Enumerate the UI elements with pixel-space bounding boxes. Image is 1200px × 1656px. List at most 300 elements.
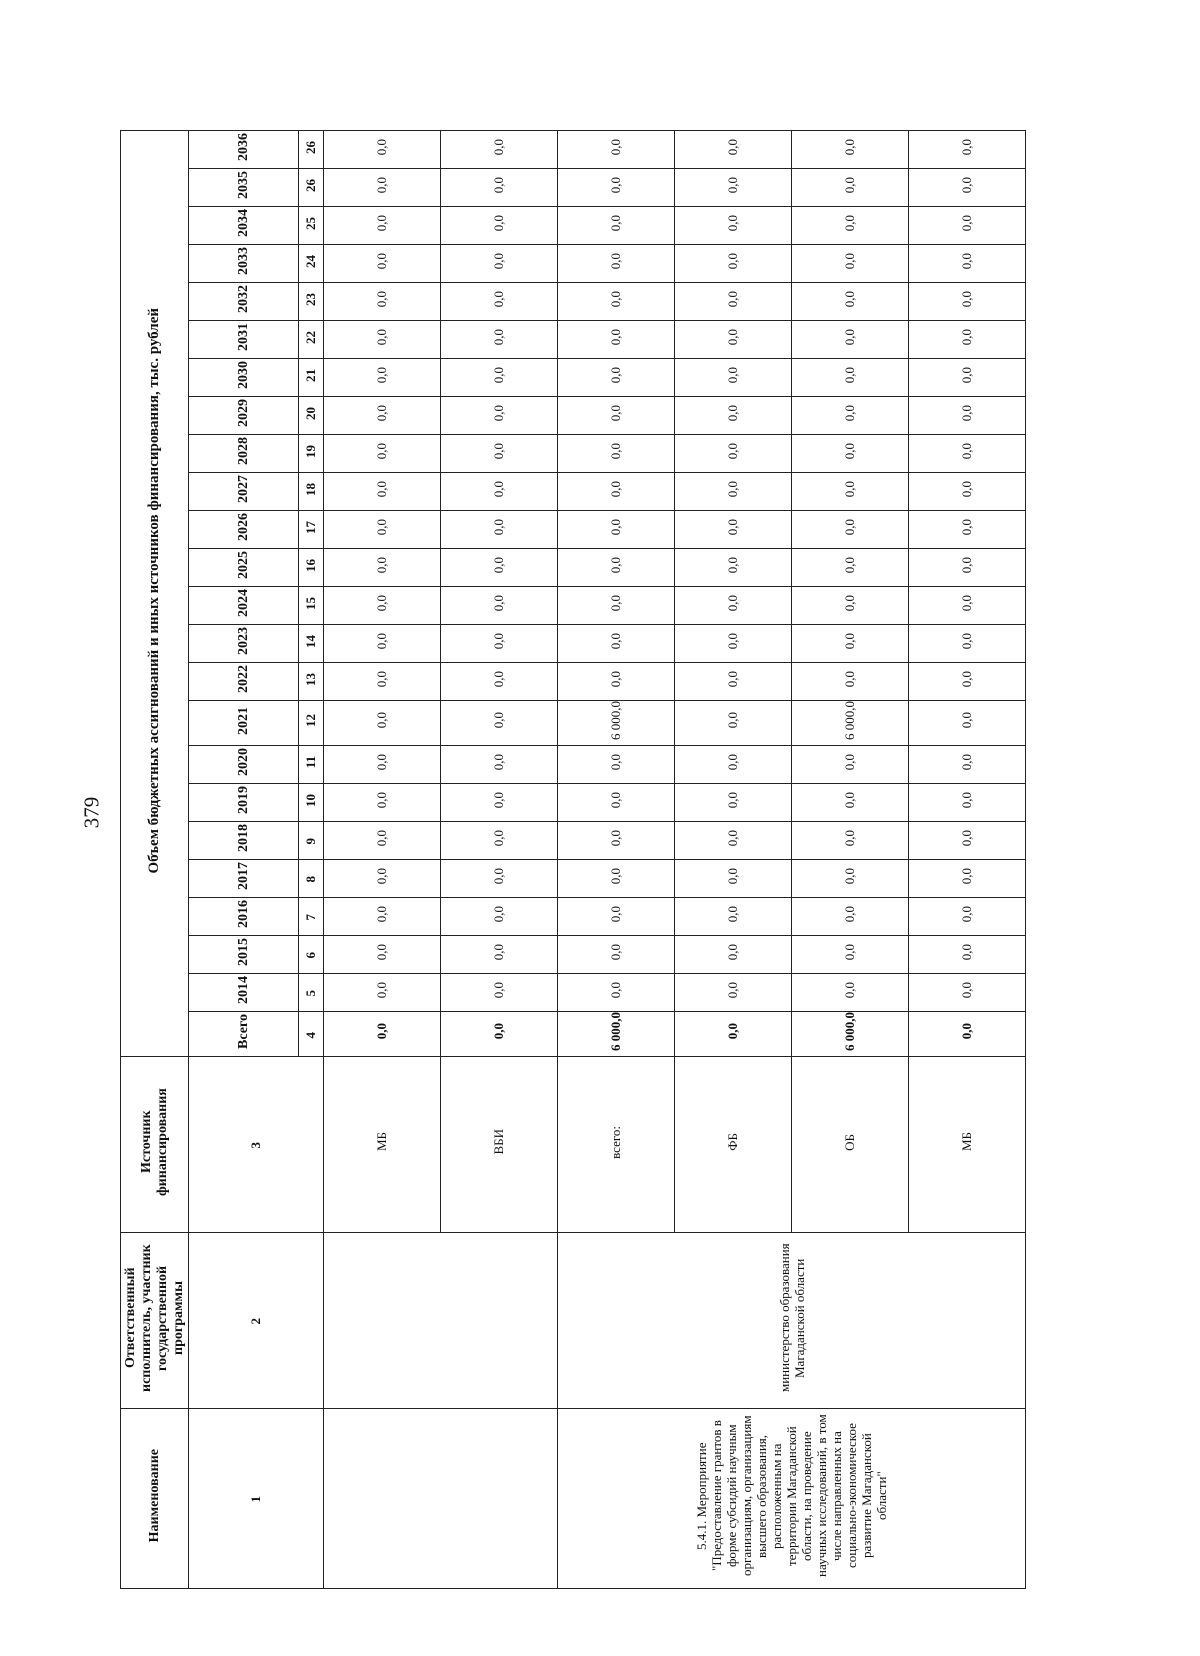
- year-header-cell: [189, 359, 299, 397]
- year-header-cell: [189, 321, 299, 359]
- page-number: 379: [79, 796, 104, 829]
- value-cell: [909, 549, 1026, 587]
- value-cell: [441, 131, 558, 169]
- value-text: 0,0: [374, 328, 389, 346]
- value-cell: [909, 936, 1026, 974]
- value-text: 0,0: [608, 943, 623, 961]
- table-row: [121, 207, 1026, 245]
- year-header-cell: [189, 207, 299, 245]
- year-header-cell: [189, 435, 299, 473]
- value-text: 0,0: [491, 176, 506, 194]
- value-cell: [909, 746, 1026, 784]
- value-cell: [558, 701, 675, 746]
- value-text: 0,0: [842, 791, 857, 809]
- value-text: 6 000,0: [842, 1012, 857, 1051]
- value-cell: [324, 245, 441, 283]
- column-number: 5: [303, 990, 318, 997]
- column-number-cell: [299, 625, 324, 663]
- value-text: 0,0: [725, 670, 740, 688]
- year-header-cell: [189, 131, 299, 169]
- value-cell: [324, 359, 441, 397]
- table-row: [121, 169, 1026, 207]
- value-text: 0,0: [491, 670, 506, 688]
- value-text: 0,0: [608, 404, 623, 422]
- value-cell: [324, 898, 441, 936]
- value-text: 0,0: [959, 404, 974, 422]
- value-text: 0,0: [608, 753, 623, 771]
- name-row: [121, 1409, 1026, 1589]
- source-cell: [909, 1057, 1026, 1233]
- value-cell: [675, 860, 792, 898]
- value-cell: [909, 860, 1026, 898]
- column-number: 21: [303, 368, 318, 382]
- value-cell: [324, 283, 441, 321]
- value-cell: [441, 784, 558, 822]
- value-cell: [324, 397, 441, 435]
- source-cell: [675, 1057, 792, 1233]
- column-number-cell: [299, 435, 324, 473]
- value-cell: [909, 784, 1026, 822]
- value-text: 0,0: [491, 366, 506, 384]
- value-text: 0,0: [959, 176, 974, 194]
- year-label: 2025: [235, 551, 251, 579]
- value-text: 0,0: [608, 176, 623, 194]
- column-number: 10: [303, 793, 318, 807]
- column-number-cell: [299, 860, 324, 898]
- value-text: 0,0: [959, 712, 974, 729]
- value-text: 0,0: [725, 290, 740, 308]
- column-number-cell: [299, 898, 324, 936]
- column-number: 12: [303, 714, 318, 727]
- value-cell: [558, 587, 675, 625]
- value-cell: [558, 207, 675, 245]
- table-row: [121, 822, 1026, 860]
- year-header-cell: [189, 936, 299, 974]
- source-text: ФБ: [725, 1133, 740, 1151]
- responsible-header-cell: [121, 1233, 189, 1409]
- value-cell: [675, 898, 792, 936]
- table-row: [121, 701, 1026, 746]
- value-text: 0,0: [491, 252, 506, 270]
- value-text: 0,0: [491, 290, 506, 308]
- value-text: 0,0: [725, 712, 740, 729]
- value-cell: [792, 936, 909, 974]
- value-text: 0,0: [959, 594, 974, 612]
- financing-volume-title: Объем бюджетных ассигнований и иных источников финансирования, тыс. рублей: [146, 308, 162, 874]
- value-cell: [792, 860, 909, 898]
- value-cell: [441, 359, 558, 397]
- column-number-cell: [189, 1233, 324, 1409]
- column-number: 11: [303, 756, 318, 769]
- value-text: 0,0: [959, 905, 974, 923]
- responsible-header: Ответственный исполнитель, участник государственной программы: [122, 1244, 186, 1392]
- value-text: 0,0: [491, 556, 506, 574]
- value-text: 0,0: [491, 981, 506, 999]
- year-label: 2024: [235, 589, 251, 617]
- value-cell: [324, 974, 441, 1012]
- year-label: 2018: [235, 824, 251, 852]
- year-header-cell: [189, 245, 299, 283]
- value-cell: [441, 511, 558, 549]
- source-header: Источник финансирования: [138, 1088, 170, 1196]
- value-cell: [675, 321, 792, 359]
- responsible-text: министерство образования Магаданской области: [776, 1243, 807, 1393]
- value-text: 0,0: [374, 829, 389, 847]
- column-number: 1: [248, 1496, 263, 1503]
- column-number: 20: [303, 406, 318, 420]
- value-text: 0,0: [374, 753, 389, 771]
- value-cell: [675, 663, 792, 701]
- table-row: [121, 625, 1026, 663]
- empty-cell: [324, 1233, 558, 1409]
- value-cell: [675, 283, 792, 321]
- value-cell: [324, 549, 441, 587]
- value-cell: [324, 131, 441, 169]
- year-label: 2027: [235, 475, 251, 503]
- value-text: 0,0: [491, 404, 506, 422]
- value-cell: [558, 283, 675, 321]
- value-cell: [675, 625, 792, 663]
- financing-volume-header: [121, 131, 189, 1057]
- value-cell: [441, 936, 558, 974]
- value-text: 0,0: [725, 981, 740, 999]
- year-label: 2030: [235, 361, 251, 389]
- value-cell: [558, 359, 675, 397]
- value-text: 0,0: [959, 867, 974, 885]
- year-header-cell: [189, 549, 299, 587]
- table-row: [121, 549, 1026, 587]
- year-header-cell: [189, 746, 299, 784]
- column-number-cell: [299, 511, 324, 549]
- column-number-cell: [299, 1012, 324, 1057]
- value-text: 0,0: [491, 1023, 506, 1040]
- value-text: 0,0: [608, 214, 623, 232]
- value-cell: [558, 549, 675, 587]
- value-cell: [324, 511, 441, 549]
- value-cell: [441, 663, 558, 701]
- value-text: 0,0: [374, 556, 389, 574]
- year-header-cell: [189, 625, 299, 663]
- value-text: 0,0: [608, 791, 623, 809]
- column-number-cell: [299, 746, 324, 784]
- column-number: 6: [303, 952, 318, 959]
- value-text: 0,0: [725, 556, 740, 574]
- value-text: 0,0: [842, 518, 857, 536]
- value-cell: [909, 245, 1026, 283]
- source-text: МБ: [959, 1132, 974, 1152]
- value-text: 0,0: [959, 214, 974, 232]
- value-text: 0,0: [491, 943, 506, 961]
- value-text: 0,0: [608, 829, 623, 847]
- year-label: Всего: [235, 1014, 251, 1049]
- value-cell: [792, 974, 909, 1012]
- value-text: 0,0: [374, 1023, 389, 1040]
- source-cell: [792, 1057, 909, 1233]
- column-number-cell: [299, 359, 324, 397]
- value-text: 0,0: [491, 214, 506, 232]
- source-row: [121, 1057, 1026, 1233]
- value-text: 0,0: [725, 176, 740, 194]
- value-cell: [792, 283, 909, 321]
- value-cell: [558, 511, 675, 549]
- column-number: 17: [303, 520, 318, 534]
- value-text: 0,0: [491, 753, 506, 771]
- value-text: 0,0: [959, 366, 974, 384]
- value-text: 0,0: [842, 404, 857, 422]
- value-text: 0,0: [374, 518, 389, 536]
- value-text: 0,0: [959, 556, 974, 574]
- value-text: 0,0: [842, 366, 857, 384]
- value-text: 0,0: [374, 981, 389, 999]
- value-cell: [558, 746, 675, 784]
- column-number-cell: [299, 473, 324, 511]
- value-text: 0,0: [608, 138, 623, 156]
- value-cell: [441, 701, 558, 746]
- value-text: 0,0: [842, 290, 857, 308]
- column-number-cell: [299, 974, 324, 1012]
- value-text: 0,0: [491, 442, 506, 460]
- value-cell: [792, 587, 909, 625]
- value-cell: [324, 169, 441, 207]
- value-cell: [558, 245, 675, 283]
- year-label: 2019: [235, 786, 251, 814]
- value-cell: [909, 169, 1026, 207]
- value-cell: [909, 473, 1026, 511]
- value-text: 0,0: [842, 981, 857, 999]
- value-text: 0,0: [725, 404, 740, 422]
- value-cell: [792, 169, 909, 207]
- value-text: 0,0: [959, 981, 974, 999]
- value-cell: [675, 397, 792, 435]
- value-text: 0,0: [725, 867, 740, 885]
- value-cell: [675, 207, 792, 245]
- value-cell: [675, 245, 792, 283]
- value-cell: [558, 625, 675, 663]
- column-number: 19: [303, 444, 318, 458]
- value-text: 0,0: [374, 670, 389, 688]
- value-cell: [792, 784, 909, 822]
- table-row: [121, 898, 1026, 936]
- value-cell: [792, 549, 909, 587]
- value-text: 0,0: [491, 138, 506, 156]
- year-header-cell: [189, 587, 299, 625]
- value-cell: [324, 473, 441, 511]
- value-cell: [324, 663, 441, 701]
- value-cell: [441, 822, 558, 860]
- column-number: 14: [303, 634, 318, 648]
- value-cell: [558, 435, 675, 473]
- value-text: 0,0: [374, 791, 389, 809]
- column-number-cell: [299, 131, 324, 169]
- value-text: 0,0: [842, 176, 857, 194]
- value-text: 0,0: [374, 138, 389, 156]
- value-cell: [675, 784, 792, 822]
- value-cell: [792, 701, 909, 746]
- value-cell: [792, 898, 909, 936]
- value-cell: [675, 511, 792, 549]
- value-text: 0,0: [725, 518, 740, 536]
- year-label: 2020: [235, 748, 251, 776]
- column-number-cell: [299, 207, 324, 245]
- year-label: 2028: [235, 437, 251, 465]
- value-cell: [909, 822, 1026, 860]
- value-text: 0,0: [608, 867, 623, 885]
- value-text: 0,0: [608, 594, 623, 612]
- value-cell: [441, 898, 558, 936]
- value-cell: [558, 784, 675, 822]
- table-row: [121, 245, 1026, 283]
- column-number: 23: [303, 292, 318, 306]
- value-text: 0,0: [959, 328, 974, 346]
- value-cell: [441, 435, 558, 473]
- value-text: 0,0: [842, 214, 857, 232]
- value-text: 0,0: [608, 290, 623, 308]
- value-cell: [675, 169, 792, 207]
- value-cell: [324, 435, 441, 473]
- value-cell: [675, 974, 792, 1012]
- value-text: 0,0: [374, 442, 389, 460]
- column-number-cell: [299, 663, 324, 701]
- value-cell: [558, 397, 675, 435]
- value-cell: [675, 1012, 792, 1057]
- value-cell: [909, 1012, 1026, 1057]
- activity-name-cell: [558, 1409, 1026, 1589]
- responsible-cell: [558, 1233, 1026, 1409]
- value-cell: [324, 746, 441, 784]
- value-text: 0,0: [608, 442, 623, 460]
- value-cell: [909, 321, 1026, 359]
- table-row: [121, 860, 1026, 898]
- source-text: ВБИ: [491, 1129, 506, 1155]
- year-label: 2036: [235, 133, 251, 161]
- value-text: 0,0: [608, 905, 623, 923]
- table-row: [121, 473, 1026, 511]
- column-number: 15: [303, 596, 318, 610]
- value-text: 0,0: [725, 943, 740, 961]
- value-cell: [441, 974, 558, 1012]
- year-label: 2029: [235, 399, 251, 427]
- value-text: 6 000,0: [608, 701, 623, 740]
- value-text: 0,0: [374, 176, 389, 194]
- year-header-cell: [189, 822, 299, 860]
- value-text: 0,0: [608, 328, 623, 346]
- value-text: 0,0: [842, 556, 857, 574]
- value-cell: [909, 625, 1026, 663]
- value-text: 0,0: [959, 480, 974, 498]
- value-text: 0,0: [959, 518, 974, 536]
- value-text: 0,0: [725, 480, 740, 498]
- value-cell: [675, 587, 792, 625]
- value-text: 0,0: [959, 632, 974, 650]
- column-number-cell: [299, 587, 324, 625]
- column-number-cell: [299, 822, 324, 860]
- table-row: [121, 663, 1026, 701]
- value-cell: [909, 701, 1026, 746]
- value-cell: [792, 359, 909, 397]
- value-text: 0,0: [725, 1023, 740, 1040]
- year-label: 2026: [235, 513, 251, 541]
- value-text: 0,0: [608, 252, 623, 270]
- value-text: 0,0: [608, 632, 623, 650]
- value-text: 0,0: [959, 753, 974, 771]
- value-cell: [324, 701, 441, 746]
- source-header-cell: [121, 1057, 189, 1233]
- source-cell: [441, 1057, 558, 1233]
- value-text: 0,0: [725, 905, 740, 923]
- value-text: 0,0: [959, 791, 974, 809]
- value-text: 0,0: [491, 328, 506, 346]
- year-header-cell: [189, 898, 299, 936]
- value-cell: [909, 435, 1026, 473]
- column-number-cell: [299, 784, 324, 822]
- value-cell: [675, 549, 792, 587]
- column-number: 8: [303, 876, 318, 883]
- year-header-cell: [189, 663, 299, 701]
- value-cell: [792, 435, 909, 473]
- source-cell: [558, 1057, 675, 1233]
- year-label: 2015: [235, 938, 251, 966]
- value-text: 0,0: [374, 594, 389, 612]
- value-text: 0,0: [608, 518, 623, 536]
- value-text: 0,0: [608, 556, 623, 574]
- value-cell: [909, 587, 1026, 625]
- value-cell: [558, 663, 675, 701]
- value-cell: [324, 321, 441, 359]
- column-number-cell: [299, 283, 324, 321]
- value-text: 0,0: [374, 290, 389, 308]
- year-header-cell: [189, 397, 299, 435]
- value-text: 0,0: [374, 480, 389, 498]
- value-cell: [792, 822, 909, 860]
- value-cell: [441, 625, 558, 663]
- value-text: 0,0: [725, 252, 740, 270]
- value-cell: [558, 131, 675, 169]
- value-cell: [792, 321, 909, 359]
- column-number-cell: [299, 245, 324, 283]
- value-cell: [792, 625, 909, 663]
- value-text: 0,0: [959, 1023, 974, 1040]
- value-text: 0,0: [374, 214, 389, 232]
- year-label: 2014: [235, 976, 251, 1004]
- column-number-cell: [299, 321, 324, 359]
- value-cell: [324, 784, 441, 822]
- year-label: 2023: [235, 627, 251, 655]
- value-cell: [792, 746, 909, 784]
- year-header-cell: [189, 169, 299, 207]
- value-cell: [324, 587, 441, 625]
- value-cell: [558, 473, 675, 511]
- responsible-row: [121, 1233, 1026, 1409]
- value-text: 0,0: [491, 712, 506, 729]
- table-row: [121, 587, 1026, 625]
- value-text: 0,0: [491, 905, 506, 923]
- value-text: 0,0: [374, 905, 389, 923]
- year-label: 2031: [235, 323, 251, 351]
- value-text: 0,0: [608, 670, 623, 688]
- value-cell: [441, 321, 558, 359]
- value-text: 0,0: [842, 442, 857, 460]
- value-text: 0,0: [842, 943, 857, 961]
- column-number-cell: [299, 169, 324, 207]
- value-text: 0,0: [491, 791, 506, 809]
- value-cell: [558, 169, 675, 207]
- year-label: 2021: [235, 706, 251, 735]
- value-cell: [909, 974, 1026, 1012]
- value-text: 0,0: [842, 252, 857, 270]
- value-text: 0,0: [959, 829, 974, 847]
- column-number: 9: [303, 838, 318, 845]
- value-cell: [441, 207, 558, 245]
